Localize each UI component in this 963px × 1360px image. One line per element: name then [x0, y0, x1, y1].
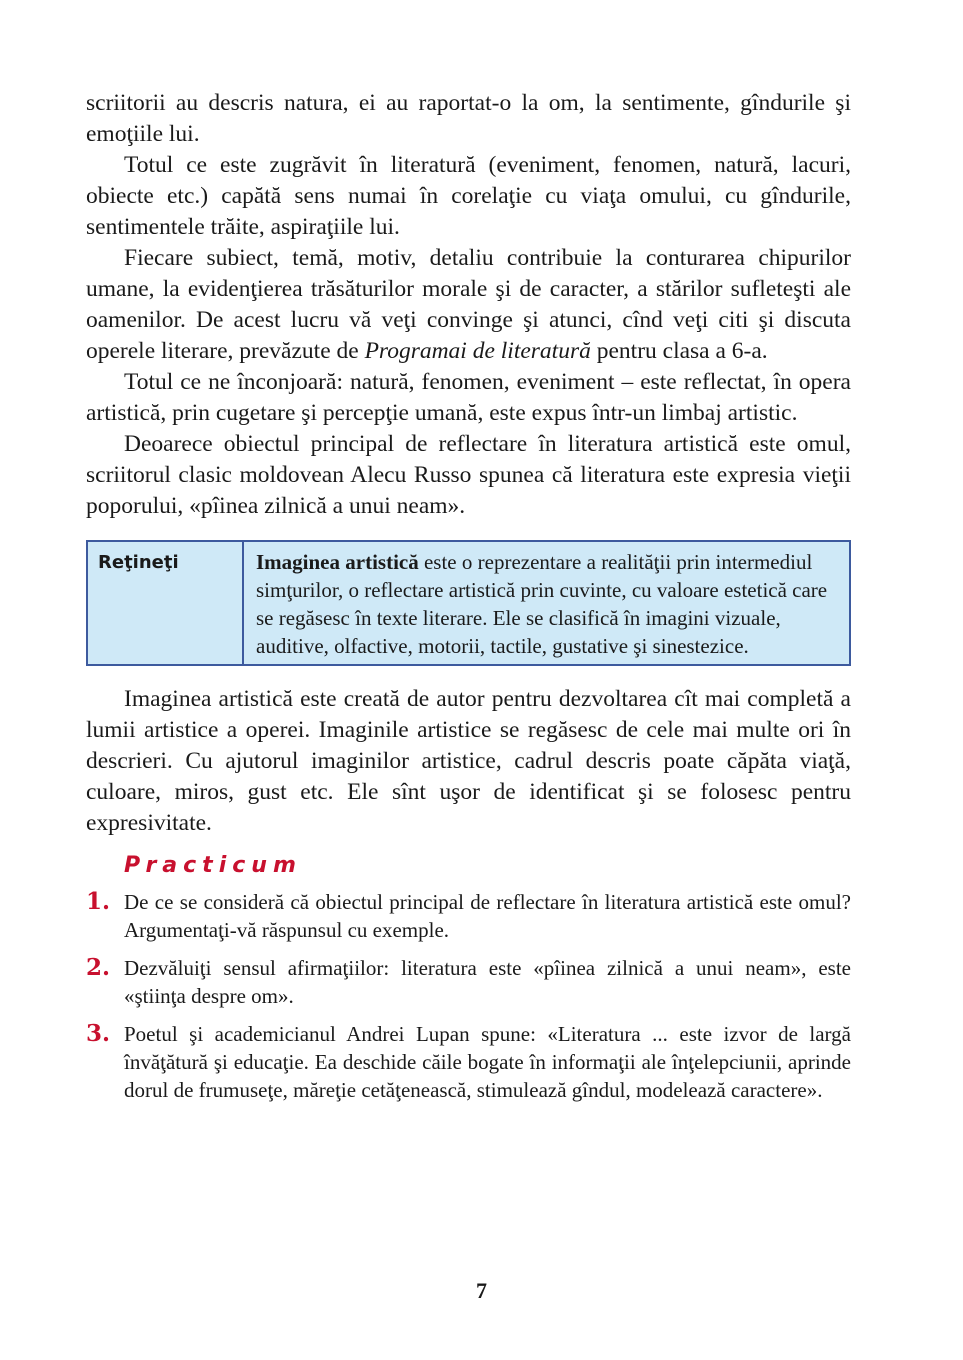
- exercise-number: 2.: [86, 954, 111, 981]
- exercise-text: Poetul şi academicianul Andrei Lupan spune: «Literatura ... este izvor de largă învăţătură şi educaţie. Ea deschide căile bogate în informaţii ale înţelepciunii, aprinde dorul de frumuseţe, măreţie cetăţenească, stimulează gîndul, modelează caractere».: [124, 1022, 851, 1102]
- paragraph-5: Deoarece obiectul principal de reflectare în literatura artistică este omul, scriitorul clasic moldovean Alecu Russo spunea că literatura este expresia vieţii poporului, «pîinea zilnică a unui neam».: [86, 431, 851, 519]
- paragraph-4: Totul ce ne înconjoară: natură, fenomen, eveniment – este reflectat, în opera artistică, prin cugetare şi percepţie umană, este expus într-un limbaj artistic.: [86, 369, 851, 426]
- exercise-text: Dezvăluiţi sensul afirmaţiilor: literatura este «pîinea zilnică a unui neam», este «ştiinţa despre om».: [124, 956, 851, 1008]
- paragraph-1: scriitorii au descris natura, ei au raportat-o la om, la sentimente, gîndurile şi emoţiile lui.: [86, 90, 851, 147]
- page-number: 7: [476, 1278, 487, 1303]
- exercise-1: [86, 888, 851, 944]
- definition-term: Imaginea artistică: [256, 550, 419, 574]
- remember-label: Reţineţi: [88, 542, 244, 664]
- exercise-2: [86, 954, 851, 1010]
- remember-box: [86, 540, 851, 666]
- exercise-number: 3.: [86, 1020, 111, 1047]
- exercise-text: De ce se consideră că obiectul principal de reflectare în literatura artistică este omul? Argumentaţi-vă răspunsul cu exemple.: [124, 890, 851, 942]
- definition-text: este o reprezentare a realităţii prin intermediul simţurilor, o reflectare artistică prin cuvinte, cu valoare estetică care se regăsesc în texte literare. Ele se clasifică în imagini vizuale, auditive, olfactive, motorii, tactile, gustative şi sinestezice.: [256, 550, 828, 658]
- paragraph-6: Imaginea artistică este creată de autor pentru dezvoltarea cît mai completă a lumii artistice a operei. Imaginile artistice se regăsesc de cele mai multe ori în descrieri. Cu ajutorul imaginilor artistice, cadrul descris poate căpăta viaţă, culoare, miros, gust etc. Ele sînt uşor de identificat şi se folosesc pentru expresivitate.: [86, 686, 851, 836]
- exercise-number: 1.: [86, 888, 111, 915]
- paragraph-3-end: pentru clasa a 6-a.: [590, 338, 768, 364]
- paragraph-3: [86, 243, 851, 367]
- paragraph-2: Totul ce este zugrăvit în literatură (eveniment, fenomen, natură, lacuri, obiecte etc.) capătă sens numai în corelaţie cu viaţa omului, cu gîndurile, sentimentele trăite, aspiraţiile lui.: [86, 152, 851, 240]
- remember-definition: [244, 542, 849, 664]
- page-content: [86, 88, 851, 1114]
- paragraph-3-start: Fiecare subiect, temă, motiv, detaliu contribuie la conturarea chipurilor umane, la evidenţierea trăsăturilor morale şi de caracter, a stărilor sufleteşti ale oamenilor. De acest lucru vă veţi convinge şi atunci, cînd veţi citi şi discuta operele literare, prevăzute de: [86, 245, 851, 364]
- program-title: Programai de literatură: [364, 338, 591, 364]
- exercise-3: [86, 1020, 851, 1104]
- practicum-title: Practicum: [124, 853, 302, 878]
